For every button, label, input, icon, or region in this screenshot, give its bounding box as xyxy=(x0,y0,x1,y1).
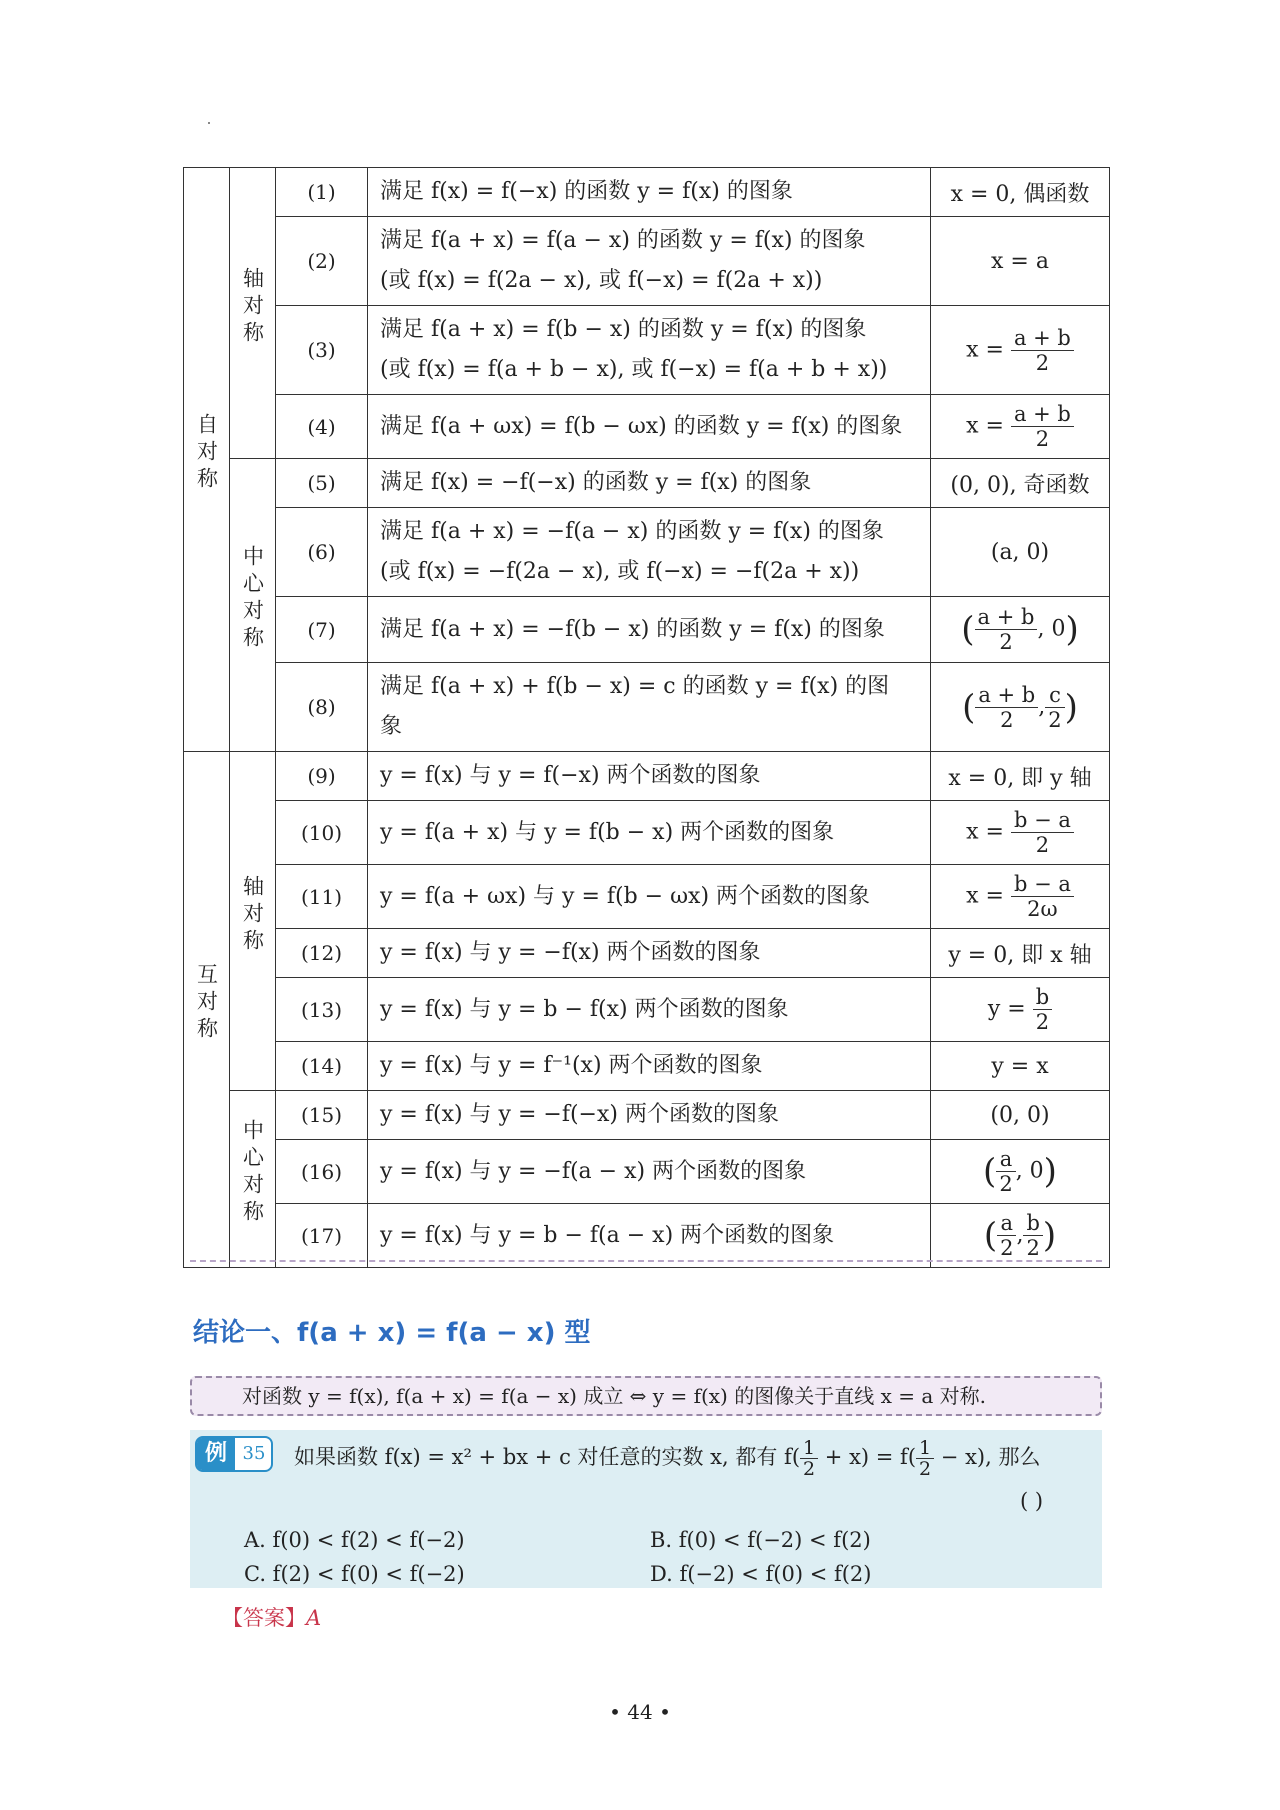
row-number: (10) xyxy=(276,801,368,865)
group-center-symmetric-2: 中心对称 xyxy=(230,1091,276,1268)
table-row xyxy=(184,508,1110,597)
table-row xyxy=(184,1091,1110,1140)
option-c: C. f(2) < f(0) < f(−2) xyxy=(244,1562,465,1586)
row-number: (12) xyxy=(276,929,368,978)
row-result: x = $\frac{a + b}{2}$ xyxy=(931,395,1110,459)
conclusion-box: 对函数 y = f(x), f(a + x) = f(a − x) 成立 ⇔ y = f(x) 的图像关于直线 x = a 对称. xyxy=(190,1376,1102,1416)
row-desc: y = f(a + x) 与 y = f(b − x) 两个函数的图象 xyxy=(368,801,931,865)
table-row xyxy=(184,865,1110,929)
row-desc: 满足 f(a + x) = −f(a − x) 的函数 y = f(x) 的图象 (或 f(x) = −f(2a − x), 或 f(−x) = −f(2a + x)) xyxy=(368,508,931,597)
table-row xyxy=(184,1042,1110,1091)
example-box xyxy=(190,1430,1102,1588)
table-row xyxy=(184,597,1110,663)
row-result: (a, 0) xyxy=(931,508,1110,597)
row-result: x = $\frac{b - a}{2}$ xyxy=(931,801,1110,865)
row-result: (0, 0) xyxy=(931,1091,1110,1140)
row-number: (13) xyxy=(276,978,368,1042)
row-result: ( $\frac{a + b}{2}$ , 0) xyxy=(931,597,1110,663)
table-row xyxy=(184,929,1110,978)
row-number: (7) xyxy=(276,597,368,663)
row-desc: 满足 f(a + x) + f(b − x) = c 的函数 y = f(x) 的图 象 xyxy=(368,663,931,752)
group-center-symmetric-1: 中心对称 xyxy=(230,459,276,752)
group-axis-symmetric-2: 轴对称 xyxy=(230,752,276,1091)
row-number: (5) xyxy=(276,459,368,508)
group-mutual-symmetric: 互对称 xyxy=(184,752,230,1268)
row-desc: 满足 f(a + x) = −f(b − x) 的函数 y = f(x) 的图象 xyxy=(368,597,931,663)
page-number: • 44 • xyxy=(609,1700,671,1724)
row-number: (15) xyxy=(276,1091,368,1140)
row-number: (1) xyxy=(276,168,368,217)
group-self-symmetric: 自对称 xyxy=(184,168,230,752)
row-number: (3) xyxy=(276,306,368,395)
example-question: 如果函数 f(x) = x² + bx + c 对任意的实数 x, 都有 f( $\frac{1}{2}$ + x) = f( $\frac{1}{2}$ − x), 那么 xyxy=(294,1437,1041,1480)
row-desc: 满足 f(a + ωx) = f(b − ωx) 的函数 y = f(x) 的图象 xyxy=(368,395,931,459)
option-d: D. f(−2) < f(0) < f(2) xyxy=(650,1562,872,1586)
row-result: (0, 0), 奇函数 xyxy=(931,459,1110,508)
row-result: y = $\frac{b}{2}$ xyxy=(931,978,1110,1042)
row-result: x = $\frac{b - a}{2\omega}$ xyxy=(931,865,1110,929)
scan-dot xyxy=(208,122,210,124)
row-result: ( $\frac{a}{2}$ , 0) xyxy=(931,1140,1110,1204)
row-result: y = 0, 即 x 轴 xyxy=(931,929,1110,978)
table-row xyxy=(184,217,1110,306)
row-desc: y = f(x) 与 y = −f(x) 两个函数的图象 xyxy=(368,929,931,978)
row-desc: 满足 f(x) = −f(−x) 的函数 y = f(x) 的图象 xyxy=(368,459,931,508)
row-result: y = x xyxy=(931,1042,1110,1091)
row-desc: y = f(x) 与 y = f⁻¹(x) 两个函数的图象 xyxy=(368,1042,931,1091)
table-row xyxy=(184,752,1110,801)
row-desc: y = f(x) 与 y = f(−x) 两个函数的图象 xyxy=(368,752,931,801)
section-heading: 结论一、f(a + x) = f(a − x) 型 xyxy=(193,1318,591,1348)
table-row xyxy=(184,395,1110,459)
table-row xyxy=(184,306,1110,395)
table-row xyxy=(184,663,1110,752)
row-desc: y = f(x) 与 y = b − f(a − x) 两个函数的图象 xyxy=(368,1204,931,1268)
table-row xyxy=(184,1140,1110,1204)
row-desc: y = f(a + ωx) 与 y = f(b − ωx) 两个函数的图象 xyxy=(368,865,931,929)
row-number: (17) xyxy=(276,1204,368,1268)
table-row xyxy=(184,978,1110,1042)
answer-value: A xyxy=(306,1606,322,1630)
row-desc: y = f(x) 与 y = −f(−x) 两个函数的图象 xyxy=(368,1091,931,1140)
row-desc: y = f(x) 与 y = −f(a − x) 两个函数的图象 xyxy=(368,1140,931,1204)
row-desc: y = f(x) 与 y = b − f(x) 两个函数的图象 xyxy=(368,978,931,1042)
row-result: ( $\frac{a}{2}$ , $\frac{b}{2}$ ) xyxy=(931,1204,1110,1268)
row-desc: 满足 f(a + x) = f(a − x) 的函数 y = f(x) 的图象 (或 f(x) = f(2a − x), 或 f(−x) = f(2a + x)) xyxy=(368,217,931,306)
row-result: x = a xyxy=(931,217,1110,306)
row-result: x = $\frac{a + b}{2}$ xyxy=(931,306,1110,395)
example-number: 35 xyxy=(242,1443,266,1464)
row-result: ( $\frac{a + b}{2}$ , $\frac{c}{2}$ ) xyxy=(931,663,1110,752)
row-number: (4) xyxy=(276,395,368,459)
row-number: (6) xyxy=(276,508,368,597)
symmetry-table xyxy=(183,167,1110,1268)
row-result: x = 0, 偶函数 xyxy=(931,168,1110,217)
example-badge xyxy=(195,1436,273,1472)
table-row xyxy=(184,459,1110,508)
answer-blank: ( ) xyxy=(1020,1489,1044,1513)
option-a: A. f(0) < f(2) < f(−2) xyxy=(244,1528,465,1552)
row-result: x = 0, 即 y 轴 xyxy=(931,752,1110,801)
table-row xyxy=(184,168,1110,217)
table-row xyxy=(184,801,1110,865)
row-number: (16) xyxy=(276,1140,368,1204)
row-number: (8) xyxy=(276,663,368,752)
row-number: (14) xyxy=(276,1042,368,1091)
row-number: (11) xyxy=(276,865,368,929)
dashed-divider xyxy=(190,1254,1102,1262)
answer-label: 【答案】 xyxy=(222,1606,306,1630)
example-label: 例 xyxy=(197,1438,235,1470)
row-desc: 满足 f(x) = f(−x) 的函数 y = f(x) 的图象 xyxy=(368,168,931,217)
answer-line xyxy=(222,1602,321,1632)
row-number: (2) xyxy=(276,217,368,306)
row-number: (9) xyxy=(276,752,368,801)
group-axis-symmetric-1: 轴对称 xyxy=(230,168,276,459)
row-desc: 满足 f(a + x) = f(b − x) 的函数 y = f(x) 的图象 (或 f(x) = f(a + b − x), 或 f(−x) = f(a + b + x)) xyxy=(368,306,931,395)
option-b: B. f(0) < f(−2) < f(2) xyxy=(650,1528,871,1552)
